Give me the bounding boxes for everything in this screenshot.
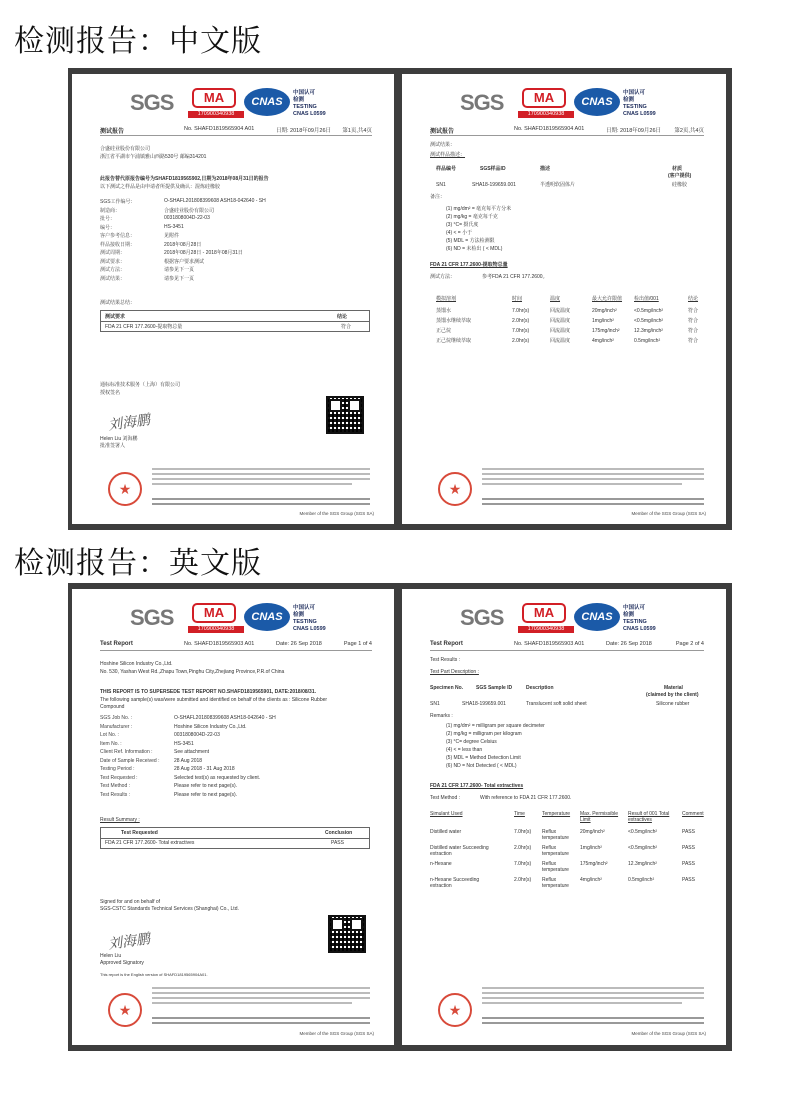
test-results-label: 测试结果： xyxy=(430,142,456,148)
table-cell: 7.0hr(s) xyxy=(512,328,530,334)
summary-table xyxy=(100,827,370,849)
table-header: Max. Permissible Limit xyxy=(580,811,619,823)
remarks-label: Remarks : xyxy=(430,713,453,719)
remark-item: (2) mg/kg = milligram per kilogram xyxy=(446,731,522,737)
report-number: No. SHAFD1819565904 A01 xyxy=(184,126,255,132)
report-number: No. SHAFD1819565904 A01 xyxy=(514,126,585,132)
report-title-row xyxy=(100,126,372,136)
col-header: Description xyxy=(526,685,554,691)
field-value: O-SHAFL201808399608 ASH18-042640 - SH xyxy=(164,198,266,204)
table-cell: Reflux temperature xyxy=(542,845,569,857)
table-header: 检出值/001 xyxy=(634,296,659,302)
remark-item: (3) °C= 摄氏度 xyxy=(446,222,479,228)
company-name: 合盛硅业股份有限公司 xyxy=(100,146,151,152)
table-cell: 12.3mg/inch² xyxy=(634,328,663,334)
signer-role: 批准签署人 xyxy=(100,443,126,449)
report-number: No. SHAFD1819565903 A01 xyxy=(514,641,585,647)
signature: 刘海鹏 xyxy=(107,931,152,953)
fine-print xyxy=(152,503,370,505)
table-cell: 回流温度 xyxy=(550,338,571,344)
signer-role: Approved Signatory xyxy=(100,960,144,966)
table-cell: 0.5mg/inch² xyxy=(634,338,661,344)
seal-icon: ★ xyxy=(438,472,472,506)
table-cell: 回流温度 xyxy=(550,308,571,314)
report-header-logos xyxy=(402,86,726,120)
table-cell: <0.5mg/inch² xyxy=(634,308,664,314)
report-title-row xyxy=(430,126,704,136)
field-label: Lot No. : xyxy=(100,732,119,738)
report-date: Date: 26 Sep 2018 xyxy=(276,641,322,647)
field-label: Client Ref. Information : xyxy=(100,749,153,755)
table-cell: Reflux temperature xyxy=(542,877,569,889)
field-label: 测试结果： xyxy=(100,275,126,282)
col-header: Material xyxy=(664,685,683,691)
cma-logo: MA xyxy=(192,88,236,108)
signer-label: 授权签名 xyxy=(100,390,121,396)
method-text: With reference to FDA 21 CFR 177.2600. xyxy=(480,795,572,801)
table-cell: Distilled water xyxy=(430,829,462,835)
table-cell: 符合 xyxy=(688,318,699,324)
company-address: 浙江省平湖市乍浦镇雅山西路530号 邮编314201 xyxy=(100,154,207,160)
field-label: 制造商： xyxy=(100,207,121,214)
field-label: Test Results : xyxy=(100,791,131,798)
table-cell: PASS xyxy=(682,877,695,883)
fine-print xyxy=(482,478,704,480)
qr-code xyxy=(328,915,366,953)
remark-item: (5) MDL = Method Detection Limit xyxy=(446,755,521,761)
fine-print xyxy=(152,1002,352,1004)
report-title: Test Report xyxy=(430,641,463,647)
field-value: Hoshine Silicon Industry Co.,Ltd. xyxy=(174,723,247,730)
method-text: 参考FDA 21 CFR 177.2600。 xyxy=(482,274,548,280)
fine-print xyxy=(482,1002,682,1004)
signer-company: 通标标准技术服务（上海）有限公司 xyxy=(100,382,181,388)
section-title-english: 检测报告：英文版 xyxy=(14,546,262,581)
sgs-logo: SGS xyxy=(460,90,504,115)
table-cell: 蒸馏水继续萃取 xyxy=(436,318,472,324)
field-label: 样品接收日期： xyxy=(100,241,136,248)
fine-print xyxy=(482,498,704,500)
sample-cell: Translucent soft solid sheet xyxy=(526,701,587,707)
supersede-note: 此报告替代原报告编号为SHAFD1819565902,日期为2018年08月31日的报告 xyxy=(100,176,269,182)
summary-table-header: Conclusion xyxy=(325,830,353,836)
report-header-logos xyxy=(72,601,394,635)
table-cell: 20mg/inch² xyxy=(592,308,617,314)
fine-print xyxy=(482,987,704,989)
summary-table xyxy=(100,310,370,332)
table-header: 时间 xyxy=(512,296,523,302)
table-cell: 175mg/inch² xyxy=(592,328,620,334)
seal-icon: ★ xyxy=(438,993,472,1027)
cnas-text: 中国认可 检测 TESTING CNAS L0599 xyxy=(623,605,656,632)
field-label: SGS Job No. : xyxy=(100,715,132,721)
field-value: 合盛硅业股份有限公司 xyxy=(164,207,215,214)
cma-number: 170900340938 xyxy=(188,111,244,118)
fine-print xyxy=(482,468,704,470)
table-header: 结论 xyxy=(688,296,699,302)
signature: 刘海鹏 xyxy=(107,412,152,434)
table-cell: 12.3mg/inch² xyxy=(628,861,657,867)
cnas-text: 中国认可 检测 TESTING CNAS L0599 xyxy=(293,605,326,632)
footer-member: Member of the SGS Group (SGS SA) xyxy=(631,511,706,516)
fine-print xyxy=(482,997,704,999)
table-header: Result of 001 Total extractives xyxy=(628,811,670,823)
field-value: 28 Aug 2018 xyxy=(174,757,203,764)
field-label: 批号： xyxy=(100,216,116,222)
remark-item: (6) ND = Not Detected ( < MDL) xyxy=(446,763,517,769)
field-value: 2018年08月28日 xyxy=(164,241,202,248)
cnas-logo: CNAS xyxy=(574,603,620,631)
table-cell: 正己烷 xyxy=(436,328,452,334)
table-header: Time xyxy=(514,811,525,817)
remark-item: (5) MDL = 方法检测限 xyxy=(446,238,495,244)
summary-table-cell: 符合 xyxy=(341,324,352,330)
sgs-logo: SGS xyxy=(460,605,504,630)
cma-number: 170900340938 xyxy=(518,626,574,633)
cma-number: 170900340938 xyxy=(518,111,574,118)
summary-table-header: 结论 xyxy=(337,314,348,320)
table-cell: n-Hexane xyxy=(430,861,452,867)
table-cell: 1mg/inch² xyxy=(592,318,614,324)
section-title-chinese: 检测报告：中文版 xyxy=(14,24,262,59)
fine-print xyxy=(482,992,704,994)
field-label: 客户参考信息： xyxy=(100,233,136,239)
table-cell: PASS xyxy=(682,829,695,835)
report-header-logos xyxy=(72,86,394,120)
english-version-note: This report is the English version of SHAFD1819565904A01. xyxy=(100,972,208,977)
part-description-label: 测试样品描述： xyxy=(430,152,466,158)
table-cell: 回流温度 xyxy=(550,328,571,334)
table-cell: 7.0hr(s) xyxy=(514,861,532,867)
report-date: Date: 26 Sep 2018 xyxy=(606,641,652,647)
report-number: No. SHAFD1819565903 A01 xyxy=(184,641,255,647)
col-header: (客户提供) xyxy=(668,173,692,179)
table-cell: 2.0hr(s) xyxy=(514,845,532,851)
table-cell: 7.0hr(s) xyxy=(514,829,532,835)
field-label: 编号： xyxy=(100,224,116,231)
report-date: 日期: 2018年09月26日 xyxy=(276,128,332,134)
summary-table-header: 测试要求 xyxy=(105,314,126,320)
footer-member: Member of the SGS Group (SGS SA) xyxy=(299,1031,374,1036)
field-label: 测试要求： xyxy=(100,258,126,265)
cn-report-page-1 xyxy=(72,74,394,524)
method-label: 测试方法： xyxy=(430,274,456,280)
sample-cell: SN1 xyxy=(430,701,440,707)
table-cell: <0.5mg/inch² xyxy=(634,318,664,324)
field-value: Please refer to next page(s). xyxy=(174,791,238,798)
table-cell: <0.5mg/inch² xyxy=(628,845,658,851)
summary-table-cell: FDA 21 CFR 177.2600- Total extractives xyxy=(105,840,195,846)
table-cell: PASS xyxy=(682,845,695,851)
table-cell: 4mg/inch² xyxy=(592,338,614,344)
table-cell: 0.5mg/inch² xyxy=(628,877,655,883)
table-cell: Reflux temperature xyxy=(542,829,569,841)
table-header: Temperature xyxy=(542,811,571,817)
fine-print xyxy=(152,1022,370,1024)
cma-logo: MA xyxy=(522,88,566,108)
report-page: Page 1 of 4 xyxy=(343,641,372,647)
field-value: 2018年08月28日 - 2018年08月31日 xyxy=(164,250,243,256)
table-cell: n-Hexane Succeeding extraction xyxy=(430,877,480,889)
table-cell: Reflux temperature xyxy=(542,861,569,873)
table-cell: 符合 xyxy=(688,338,699,344)
fine-print xyxy=(152,1017,370,1019)
table-cell: PASS xyxy=(682,861,695,867)
footer-member: Member of the SGS Group (SGS SA) xyxy=(299,511,374,516)
en-report-page-2 xyxy=(402,589,726,1045)
sample-cell: 半透明软固体片 xyxy=(540,182,576,188)
seal-icon: ★ xyxy=(108,993,142,1027)
cnas-logo: CNAS xyxy=(244,88,290,116)
company-name: Hoshine Silicon Industry Co.,Ltd. xyxy=(100,661,173,667)
qr-code xyxy=(326,396,364,434)
field-value: Please refer to next page(s). xyxy=(174,783,238,789)
fine-print xyxy=(152,478,370,480)
report-header-logos xyxy=(402,601,726,635)
summary-label: 测试结果总结： xyxy=(100,300,136,306)
sample-cell: SHA18-199659.001 xyxy=(462,701,506,707)
signer-name: Helen Liu xyxy=(100,953,122,959)
table-cell: 蒸馏水 xyxy=(436,308,452,314)
col-header: 描述 xyxy=(540,166,551,172)
field-label: Testing Period : xyxy=(100,766,135,772)
report-title-row xyxy=(100,641,372,651)
table-cell: 符合 xyxy=(688,308,699,314)
col-header: SGS样品ID xyxy=(480,166,506,172)
field-value: HS-3451 xyxy=(174,740,194,747)
col-header: Specimen No. xyxy=(430,685,464,691)
cnas-logo: CNAS xyxy=(244,603,290,631)
signer-name: Helen Liu 刘海鹏 xyxy=(100,436,138,442)
fine-print xyxy=(482,503,704,505)
table-cell: Distilled water Succeeding extraction xyxy=(430,845,489,857)
sample-intro: Compound xyxy=(100,704,125,710)
summary-label: Result Summary : xyxy=(100,817,140,823)
field-value: HS-3451 xyxy=(164,223,184,230)
table-cell: 回流温度 xyxy=(550,318,571,324)
remark-item: (4) < = less than xyxy=(446,747,483,753)
supersede-note: THIS REPORT IS TO SUPERSEDE TEST REPORT NO.SHAFD1819565901, DATE:2018/08/31. xyxy=(100,689,316,695)
report-title: 测试报告 xyxy=(100,129,125,135)
table-header: Simulant Used xyxy=(430,811,463,817)
table-cell: 7.0hr(s) xyxy=(512,308,530,314)
table-cell: 符合 xyxy=(688,328,699,334)
col-header: SGS Sample ID xyxy=(476,685,513,691)
field-label: Date of Sample Received : xyxy=(100,757,160,764)
method-label: Test Method : xyxy=(430,795,461,801)
fine-print xyxy=(482,473,704,475)
remark-item: (1) mg/dm² = milligram per square decimeter xyxy=(446,723,545,729)
fine-print xyxy=(152,997,370,999)
part-description-label: Test Part Description : xyxy=(430,669,479,675)
table-cell: 正己烷继续萃取 xyxy=(436,338,472,344)
remark-item: (6) ND = 未检出 ( < MDL) xyxy=(446,246,503,252)
cn-report-page-2 xyxy=(402,74,726,524)
report-page: Page 2 of 4 xyxy=(675,641,704,647)
remark-item: (2) mg/kg = 毫克每千克 xyxy=(446,214,498,220)
cma-logo: MA xyxy=(522,603,566,623)
table-header: Comment xyxy=(682,811,704,817)
fine-print xyxy=(482,483,682,485)
field-label: Test Requested : xyxy=(100,774,138,781)
report-page: 第2页,共4页 xyxy=(674,128,704,134)
field-value: 根据客户要求测试 xyxy=(164,258,205,265)
remark-item: (4) < = 小于 xyxy=(446,230,473,236)
table-cell: 2.0hr(s) xyxy=(512,338,530,344)
english-report-panel xyxy=(68,583,732,1051)
field-value: 请参见下一页 xyxy=(164,267,195,273)
table-cell: 2.0hr(s) xyxy=(514,877,532,883)
remark-item: (1) mg/dm² = 毫克每平方分米 xyxy=(446,206,512,212)
table-cell: <0.5mg/inch² xyxy=(628,829,658,835)
field-value: 见附件 xyxy=(164,233,180,239)
sample-cell: Silicone rubber xyxy=(656,701,690,707)
test-results-label: Test Results : xyxy=(430,657,461,663)
remarks-label: 备注： xyxy=(430,194,446,200)
summary-table-cell: FDA 21 CFR 177.2600-提取物总量 xyxy=(105,324,183,330)
table-cell: 4mg/inch² xyxy=(580,877,602,883)
company-address: No. 530, Yashan West Rd.,Zhapu Town,Pinghu City,Zhejiang Province,P.R.of China xyxy=(100,669,285,675)
field-value: Selected test(s) as requested by client. xyxy=(174,774,261,781)
fda-heading: FDA 21 CFR 177.2600-提取物总量 xyxy=(430,262,508,268)
summary-table-header: Test Requested xyxy=(121,830,158,836)
cma-logo: MA xyxy=(192,603,236,623)
seal-icon: ★ xyxy=(108,472,142,506)
col-header: 样品编号 xyxy=(436,166,457,172)
fine-print xyxy=(152,473,370,475)
report-page: 第1页,共4页 xyxy=(342,128,372,134)
fine-print xyxy=(152,483,352,485)
footer-member: Member of the SGS Group (SGS SA) xyxy=(631,1031,706,1036)
report-title: Test Report xyxy=(100,641,133,647)
table-header: 最大允许限值 xyxy=(592,296,623,302)
fine-print xyxy=(152,987,370,989)
table-header: 模拟溶剂 xyxy=(436,296,457,302)
sample-cell: SN1 xyxy=(436,182,446,188)
fine-print xyxy=(482,1017,704,1019)
field-value: See attachment xyxy=(174,749,210,755)
table-cell: 1mg/inch² xyxy=(580,845,602,851)
field-value: O-SHAFL201808399608 ASH18-042640 - SH xyxy=(174,715,276,721)
sample-intro: 以下测试之样品是由申请者所提供及确认：混炼硅橡胶 xyxy=(100,184,221,190)
cma-number: 170900340938 xyxy=(188,626,244,633)
field-label: 测试周期： xyxy=(100,250,126,256)
remark-item: (3) °C= degree Celsius xyxy=(446,739,497,745)
field-value: 请参见下一页 xyxy=(164,275,195,282)
fine-print xyxy=(152,468,370,470)
cnas-text: 中国认可 检测 TESTING CNAS L0599 xyxy=(623,90,656,117)
table-cell: 2.0hr(s) xyxy=(512,318,530,324)
signer-label: SGS-CSTC Standards Technical Services (Shanghai) Co., Ltd. xyxy=(100,906,239,912)
report-date: 日期: 2018年09月26日 xyxy=(606,128,662,134)
en-report-page-1 xyxy=(72,589,394,1045)
fda-heading: FDA 21 CFR 177.2600- Total extractives xyxy=(430,783,524,789)
field-label: Test Method : xyxy=(100,783,131,789)
field-value: 0031808004D-22-03 xyxy=(174,732,220,738)
col-header: 材质 xyxy=(672,166,683,172)
fine-print xyxy=(152,992,370,994)
table-cell: 175mg/inch² xyxy=(580,861,608,867)
fine-print xyxy=(482,1022,704,1024)
field-value: 0031808004D-22-03 xyxy=(164,215,210,221)
field-label: 测试方法： xyxy=(100,267,126,273)
sample-intro: The following sample(s) was/were submitted and identified on behalf of the clients as : Silicone Rubber xyxy=(100,697,328,703)
summary-table-cell: PASS xyxy=(331,840,344,846)
report-title-row xyxy=(430,641,704,651)
sample-cell: 硅橡胶 xyxy=(672,182,688,188)
field-label: SGS工作编号： xyxy=(100,199,136,205)
report-title: 测试报告 xyxy=(430,129,455,135)
cnas-logo: CNAS xyxy=(574,88,620,116)
cnas-text: 中国认可 检测 TESTING CNAS L0599 xyxy=(293,90,326,117)
sgs-logo: SGS xyxy=(130,605,174,630)
sgs-logo: SGS xyxy=(130,90,174,115)
field-label: Item No. : xyxy=(100,740,122,747)
chinese-report-panel xyxy=(68,68,732,530)
fine-print xyxy=(152,498,370,500)
table-cell: 20mg/inch² xyxy=(580,829,605,835)
signer-company: Signed for and on behalf of xyxy=(100,899,161,905)
field-label: Manufacturer : xyxy=(100,723,133,730)
col-header: (claimed by the client) xyxy=(646,692,699,698)
sample-cell: SHA18-199659.001 xyxy=(472,182,516,188)
field-value: 28 Aug 2018 - 31 Aug 2018 xyxy=(174,766,235,772)
table-header: 温度 xyxy=(550,296,561,302)
